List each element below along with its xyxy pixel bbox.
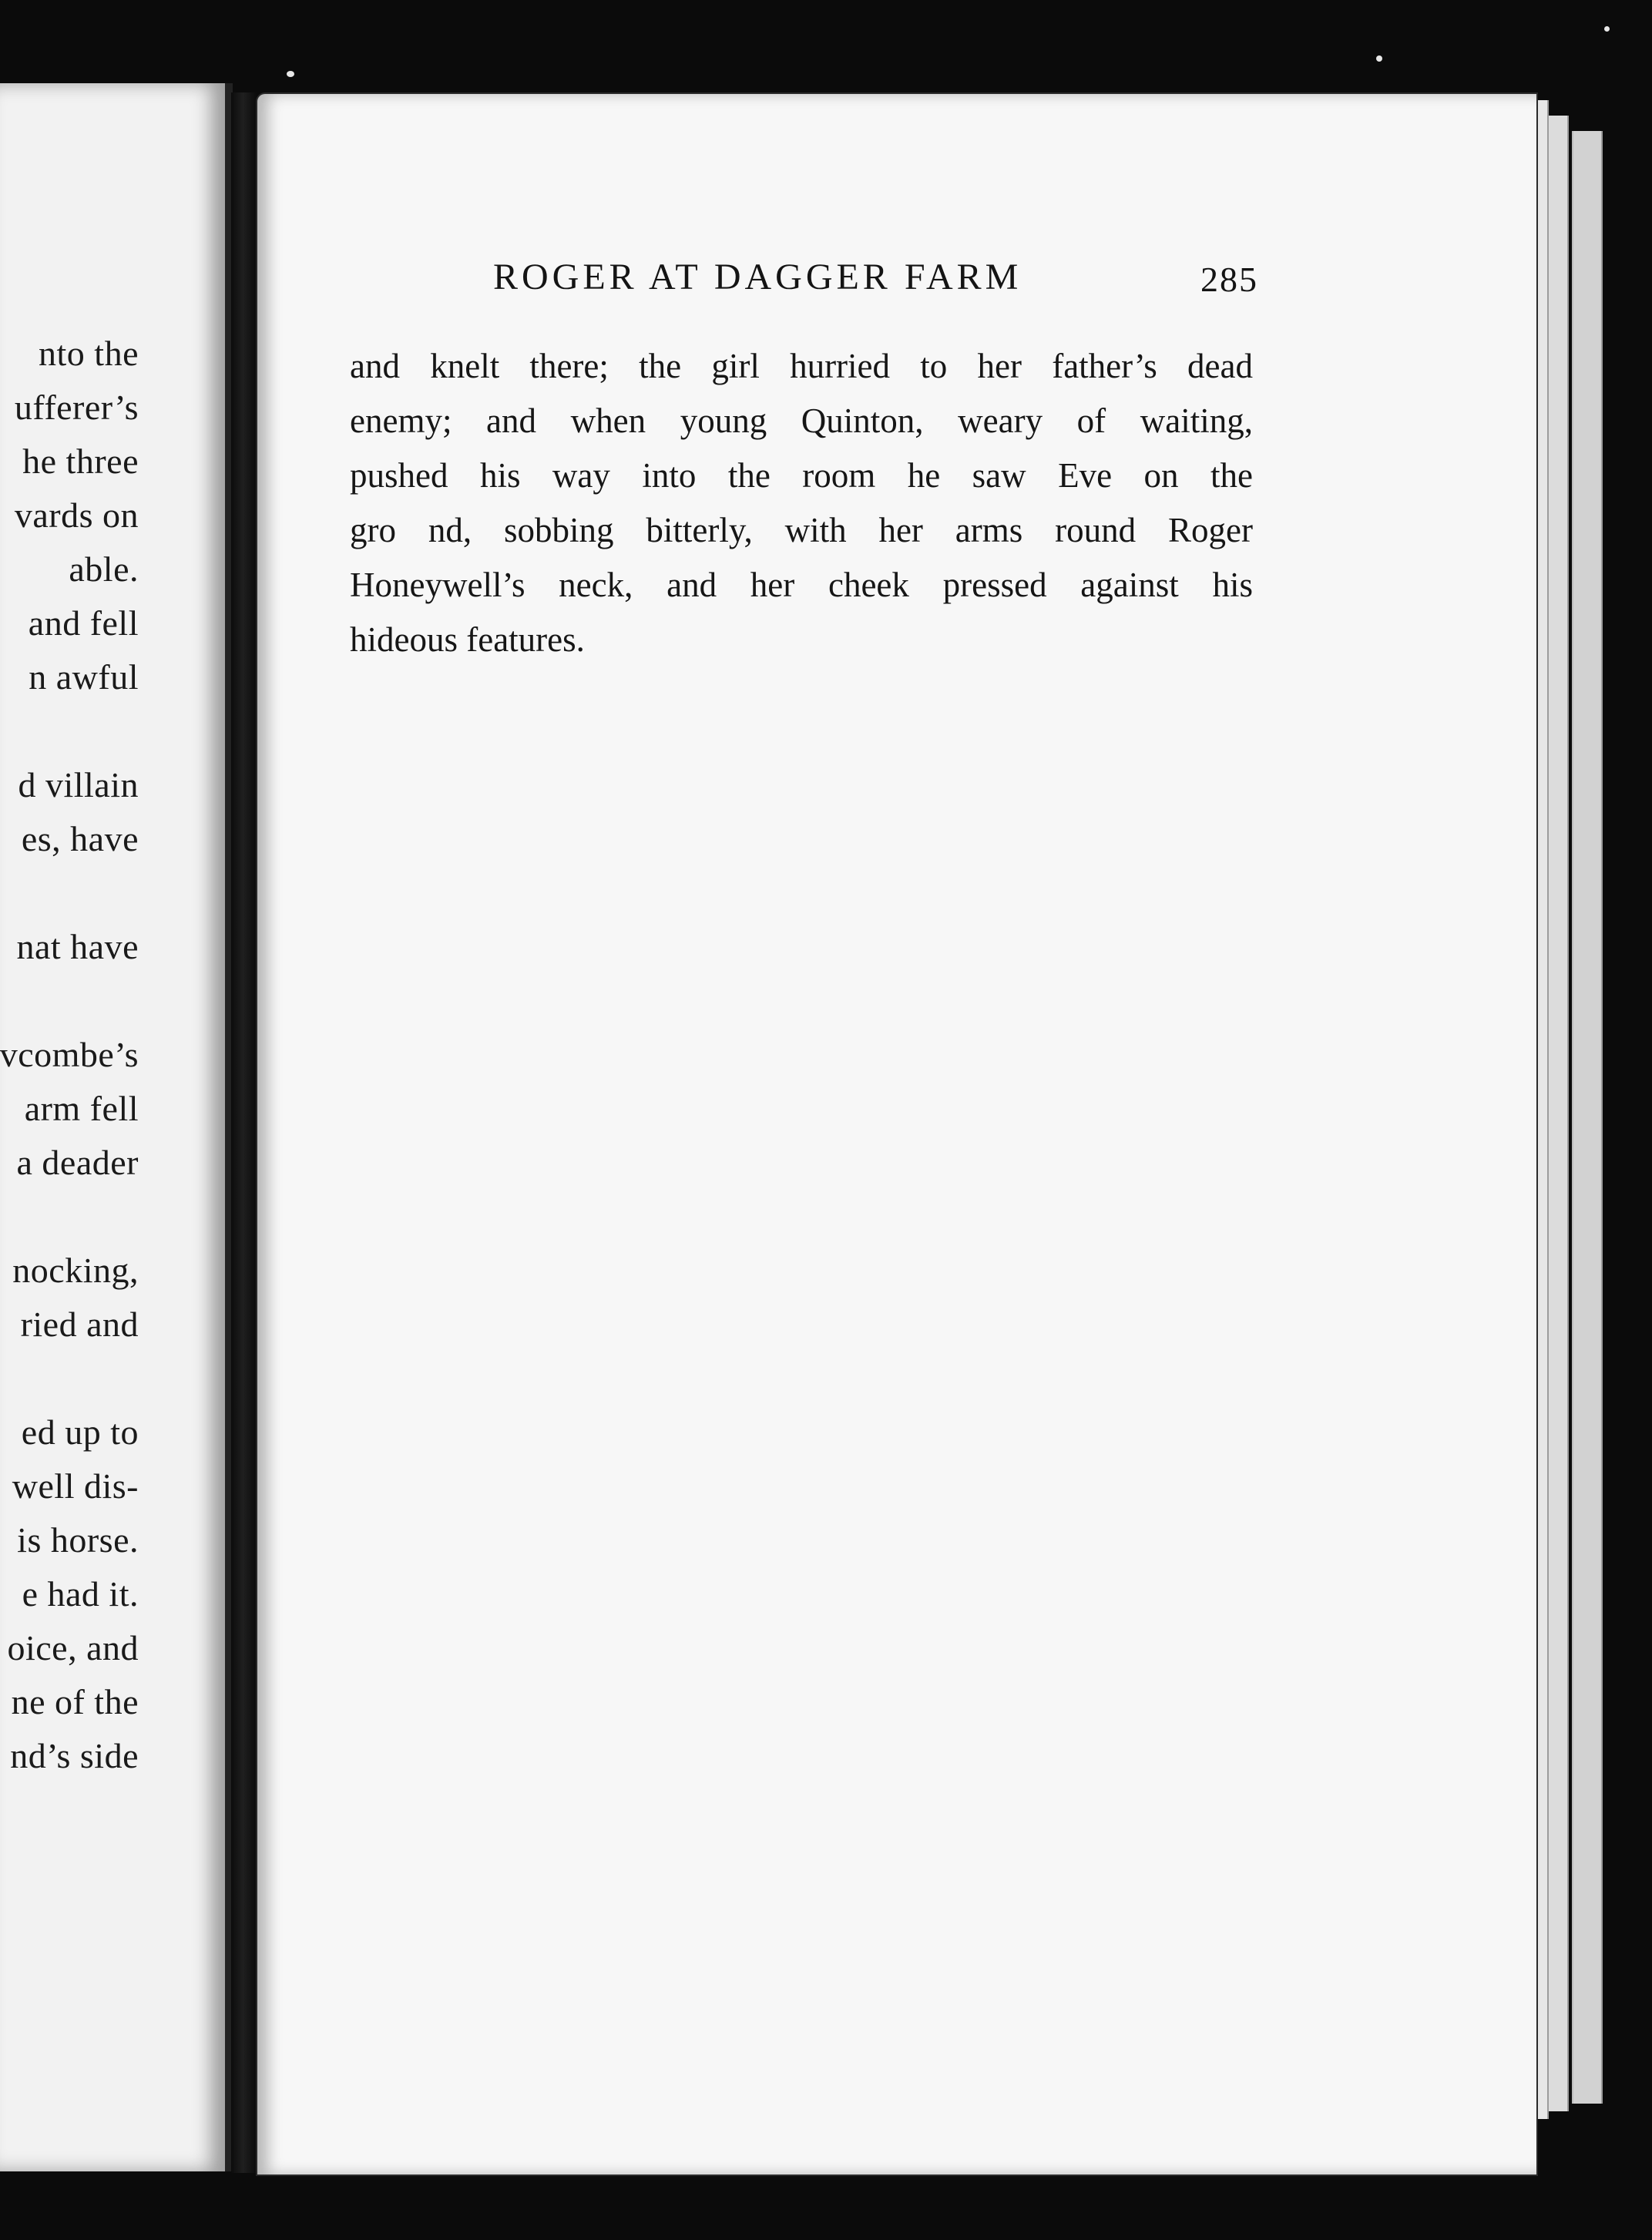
left-page-line: nocking, <box>12 1251 139 1290</box>
left-page-line: d villain <box>18 765 139 804</box>
left-page-line: oice, and <box>7 1628 139 1667</box>
left-page-line: and fell <box>28 603 139 643</box>
book-gutter <box>231 92 257 2173</box>
left-page-line: arm fell <box>24 1089 139 1128</box>
dust-speck <box>287 71 294 77</box>
page-edge <box>1572 131 1603 2104</box>
left-page-line: ufferer’s <box>14 388 139 427</box>
body-line: and knelt there; the girl hurried to her father’s dead <box>350 347 1253 385</box>
running-head: ROGER AT DAGGER FARM <box>493 257 1022 297</box>
current-page <box>257 94 1536 2175</box>
left-page-line: nat have <box>16 927 139 966</box>
body-line: hideous features. <box>350 620 585 659</box>
page-number: 285 <box>1200 260 1258 299</box>
left-page-line: able. <box>69 549 139 589</box>
left-page-line: e had it. <box>22 1574 139 1614</box>
dust-speck <box>1604 26 1610 32</box>
left-page-line: a deader <box>16 1143 139 1182</box>
left-page-line: n awful <box>29 657 139 697</box>
body-line: gro nd, sobbing bitterly, with her arms round Roger <box>350 511 1253 549</box>
left-page-line: ne of the <box>11 1682 139 1721</box>
left-page-line: vards on <box>14 495 139 535</box>
left-page-line: vcombe’s <box>0 1035 139 1074</box>
left-page-line: es, have <box>21 819 139 858</box>
body-line: pushed his way into the room he saw Eve on the <box>350 456 1253 495</box>
left-page-line: well dis- <box>12 1466 139 1506</box>
body-line: enemy; and when young Quinton, weary of waiting, <box>350 401 1253 440</box>
left-page-line: nd’s side <box>10 1736 139 1775</box>
previous-page <box>0 83 233 2171</box>
left-page-line: is horse. <box>17 1520 139 1560</box>
page-edge <box>1547 116 1569 2111</box>
left-page-line: ried and <box>20 1305 139 1344</box>
dust-speck <box>1376 55 1382 62</box>
left-page-line: he three <box>22 442 139 481</box>
body-text <box>350 339 1253 667</box>
left-page-line: nto the <box>39 334 139 373</box>
left-page-line: ed up to <box>21 1412 139 1452</box>
body-line: Honeywell’s neck, and her cheek pressed against his <box>350 566 1253 604</box>
